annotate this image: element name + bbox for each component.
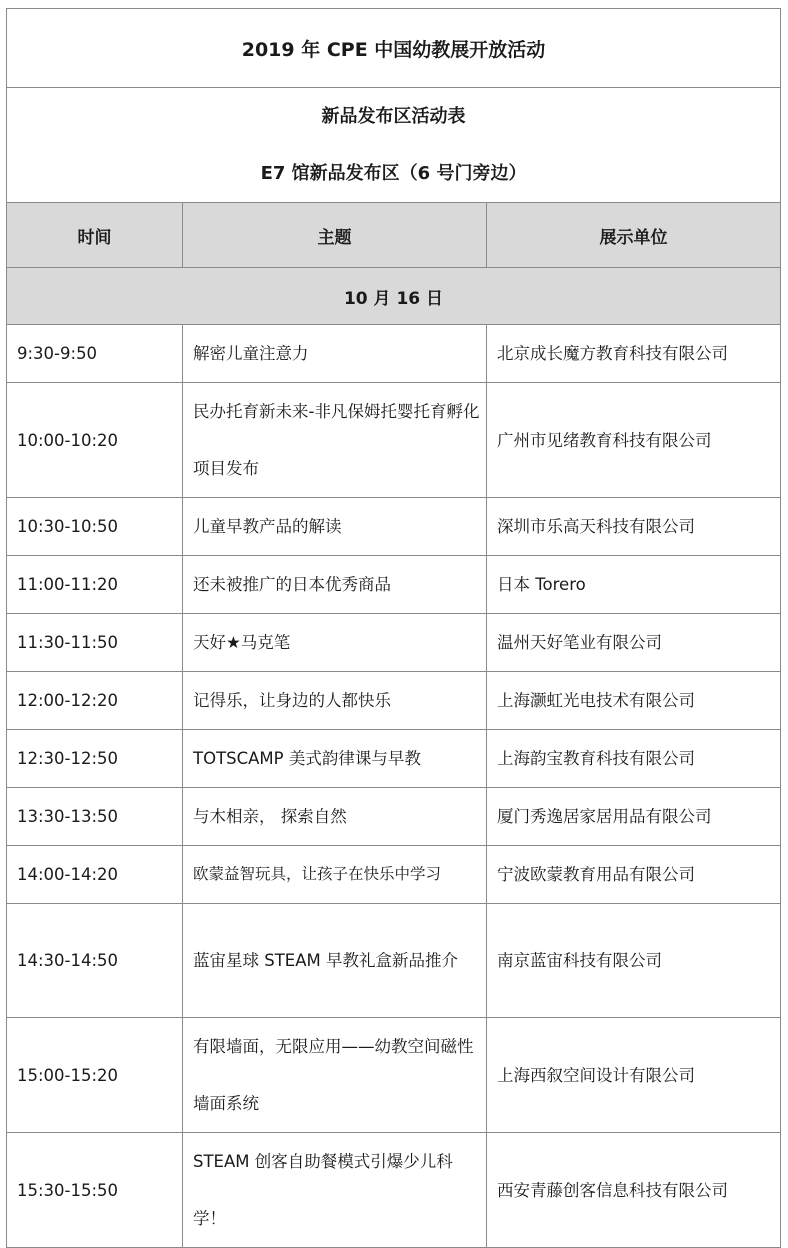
subtitle-row — [7, 88, 781, 203]
time-cell: 9:30-9:50 — [7, 325, 183, 383]
subtitle-line-2: E7 馆新品发布区（6 号门旁边） — [260, 163, 527, 184]
time-cell: 10:00-10:20 — [7, 383, 183, 498]
header-topic: 主题 — [183, 203, 487, 268]
exhibitor-cell: 广州市见绪教育科技有限公司 — [487, 383, 781, 498]
topic-cell: 有限墙面，无限应用——幼教空间磁性墙面系统 — [183, 1018, 487, 1133]
table-row — [7, 904, 781, 1018]
activity-schedule-table — [6, 8, 781, 1248]
topic-cell: 与木相亲， 探索自然 — [183, 788, 487, 846]
topic-cell: 记得乐，让身边的人都快乐 — [183, 672, 487, 730]
time-cell: 15:00-15:20 — [7, 1018, 183, 1133]
header-exhibitor: 展示单位 — [487, 203, 781, 268]
table-row — [7, 325, 781, 383]
table-row — [7, 1133, 781, 1248]
exhibitor-cell: 上海灏虹光电技术有限公司 — [487, 672, 781, 730]
table-row — [7, 498, 781, 556]
exhibitor-cell: 深圳市乐高天科技有限公司 — [487, 498, 781, 556]
document-title: 2019 年 CPE 中国幼教展开放活动 — [7, 9, 781, 88]
topic-cell: TOTSCAMP 美式韵律课与早教 — [183, 730, 487, 788]
table-row — [7, 672, 781, 730]
time-cell: 12:00-12:20 — [7, 672, 183, 730]
topic-cell: 天好★马克笔 — [183, 614, 487, 672]
topic-cell: 民办托育新未来-非凡保姆托婴托育孵化项目发布 — [183, 383, 487, 498]
date-label: 10 月 16 日 — [7, 268, 781, 325]
subtitle-line-1: 新品发布区活动表 — [321, 106, 466, 127]
time-cell: 14:00-14:20 — [7, 846, 183, 904]
table-row — [7, 1018, 781, 1133]
topic-cell: 蓝宙星球 STEAM 早教礼盒新品推介 — [183, 904, 487, 1018]
time-cell: 13:30-13:50 — [7, 788, 183, 846]
date-row — [7, 268, 781, 325]
time-cell: 14:30-14:50 — [7, 904, 183, 1018]
exhibitor-cell: 上海西叙空间设计有限公司 — [487, 1018, 781, 1133]
title-row — [7, 9, 781, 88]
time-cell: 11:30-11:50 — [7, 614, 183, 672]
exhibitor-cell: 温州天好笔业有限公司 — [487, 614, 781, 672]
table-row — [7, 788, 781, 846]
column-header-row — [7, 203, 781, 268]
exhibitor-cell: 上海韵宝教育科技有限公司 — [487, 730, 781, 788]
table-row — [7, 614, 781, 672]
exhibitor-cell: 西安青藤创客信息科技有限公司 — [487, 1133, 781, 1248]
table-row — [7, 383, 781, 498]
exhibitor-cell: 南京蓝宙科技有限公司 — [487, 904, 781, 1018]
topic-cell: 还未被推广的日本优秀商品 — [183, 556, 487, 614]
time-cell: 10:30-10:50 — [7, 498, 183, 556]
topic-cell: STEAM 创客自助餐模式引爆少儿科学！ — [183, 1133, 487, 1248]
table-row — [7, 556, 781, 614]
header-time: 时间 — [7, 203, 183, 268]
time-cell: 12:30-12:50 — [7, 730, 183, 788]
time-cell: 11:00-11:20 — [7, 556, 183, 614]
time-cell: 15:30-15:50 — [7, 1133, 183, 1248]
table-row — [7, 846, 781, 904]
exhibitor-cell: 厦门秀逸居家居用品有限公司 — [487, 788, 781, 846]
exhibitor-cell: 北京成长魔方教育科技有限公司 — [487, 325, 781, 383]
table-row — [7, 730, 781, 788]
exhibitor-cell: 宁波欧蒙教育用品有限公司 — [487, 846, 781, 904]
topic-cell: 解密儿童注意力 — [183, 325, 487, 383]
exhibitor-cell: 日本 Torero — [487, 556, 781, 614]
subtitle-block — [7, 88, 781, 203]
topic-cell: 儿童早教产品的解读 — [183, 498, 487, 556]
topic-cell: 欧蒙益智玩具，让孩子在快乐中学习 — [183, 846, 487, 904]
